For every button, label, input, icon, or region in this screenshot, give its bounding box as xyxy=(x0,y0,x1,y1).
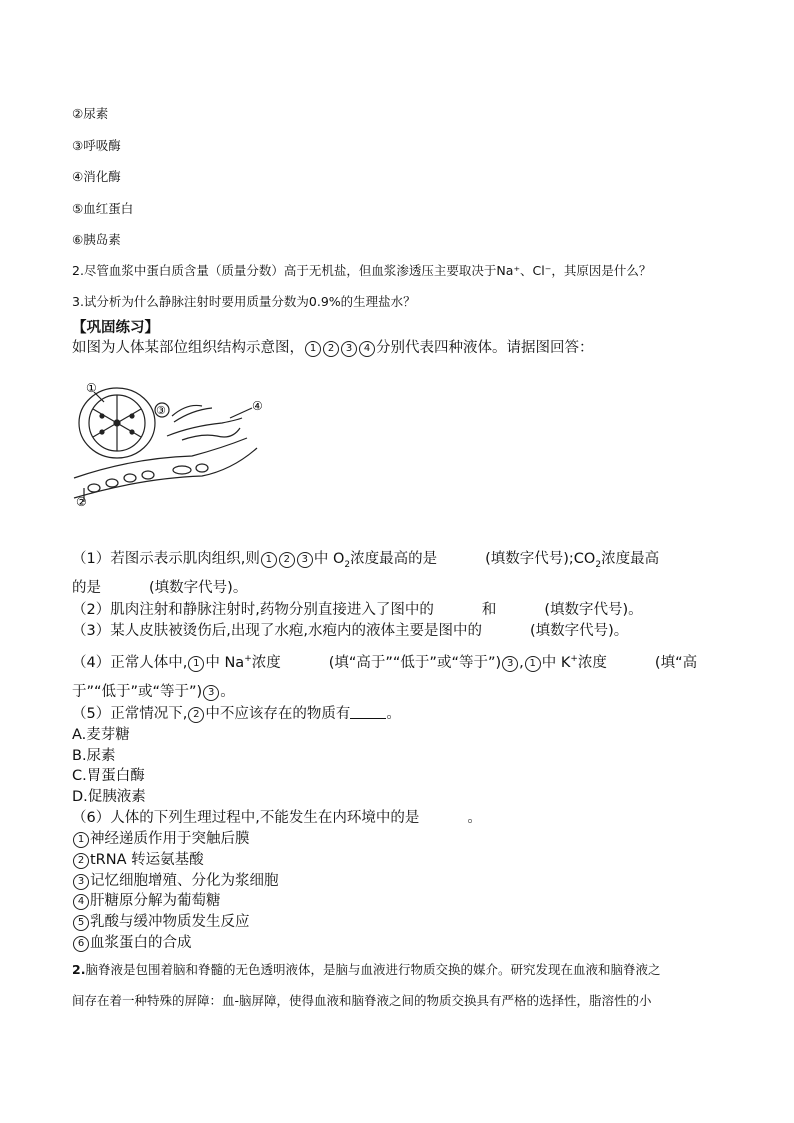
diagram-label: ③ xyxy=(156,404,166,417)
option-c: C.胃蛋白酶 xyxy=(72,768,145,784)
question-2: 2.尽管血浆中蛋白质含量（质量分数）高于无机盐，但血浆渗透压主要取决于Na⁺、Cl⁻，其原因是什么？ xyxy=(72,263,652,278)
circled-number: 2 xyxy=(323,341,339,357)
sub-question-3: （3）某人皮肤被烫伤后,出现了水疱,水疱内的液体主要是图中的 (填数字代号)。 xyxy=(72,623,629,639)
sub-question-2: （2）肌肉注射和静脉注射时,药物分别直接进入了图中的 和 (填数字代号)。 xyxy=(72,602,643,618)
tissue-diagram xyxy=(72,378,272,508)
diagram-label: ② xyxy=(76,495,87,508)
circled-number: 1 xyxy=(305,341,321,357)
sub-question-6: （6）人体的下列生理过程中,不能发生在内环境中的是 。 xyxy=(72,810,482,826)
option-b: B.尿素 xyxy=(72,748,116,764)
sub-question-4: （4）正常人体中, 1 中 Na+浓度 (填“高于”“低于”或“等于”) 3 , 1 中 K+浓度 (填“高 xyxy=(72,654,698,671)
question-last: 2.脑脊液是包围着脑和脊髓的无色透明液体，是脑与血液进行物质交换的媒介。研究发现在血液和脑脊液之 xyxy=(72,962,661,977)
sub6-item: 5 乳酸与缓冲物质发生反应 xyxy=(72,910,250,931)
section-heading: 【巩固练习】 xyxy=(72,320,159,336)
sub-question-1-cont: 的是 (填数字代号)。 xyxy=(72,580,248,596)
sub6-item: 1 神经递质作用于突触后膜 xyxy=(72,827,250,848)
list-item: ②尿素 xyxy=(72,106,109,121)
diagram-label: ① xyxy=(86,381,97,395)
question-3: 3.试分析为什么静脉注射时要用质量分数为0.9%的生理盐水？ xyxy=(72,294,416,309)
sub6-item: 6 血浆蛋白的合成 xyxy=(72,931,192,952)
circled-number: 4 xyxy=(359,341,375,357)
sub6-item: 2 tRNA 转运氨基酸 xyxy=(72,848,204,869)
list-item: ⑤血红蛋白 xyxy=(72,201,134,216)
sub6-item: 3 记忆细胞增殖、分化为浆细胞 xyxy=(72,869,279,890)
sub-question-4-cont: 于”“低于”或“等于”) 3 。 xyxy=(72,684,235,700)
sub-question-5: （5）正常情况下, 2 中不应该存在的物质有 。 xyxy=(72,706,401,722)
list-item: ④消化酶 xyxy=(72,169,121,184)
diagram-label: ④ xyxy=(252,399,263,413)
intro-text: 如图为人体某部位组织结构示意图， 1 2 3 4 分别代表四种液体。请据图回答： xyxy=(72,340,594,356)
sub-question-1: （1）若图示表示肌肉组织,则 1 2 3 中 $O_2$浓度最高的是 (填数字代号)$;CO_2$浓度最高 xyxy=(72,551,660,570)
list-item: ③呼吸酶 xyxy=(72,138,121,153)
question-last-cont: 间存在着一种特殊的屏障：血-脑屏障，使得血液和脑脊液之间的物质交换具有严格的选择性，脂溶性的小 xyxy=(72,993,652,1008)
circled-number: 3 xyxy=(341,341,357,357)
option-a: A.麦芽糖 xyxy=(72,727,130,743)
sub6-item: 4 肝糖原分解为葡萄糖 xyxy=(72,889,221,910)
option-d: D.促胰液素 xyxy=(72,789,146,805)
list-item: ⑥胰岛素 xyxy=(72,232,121,247)
